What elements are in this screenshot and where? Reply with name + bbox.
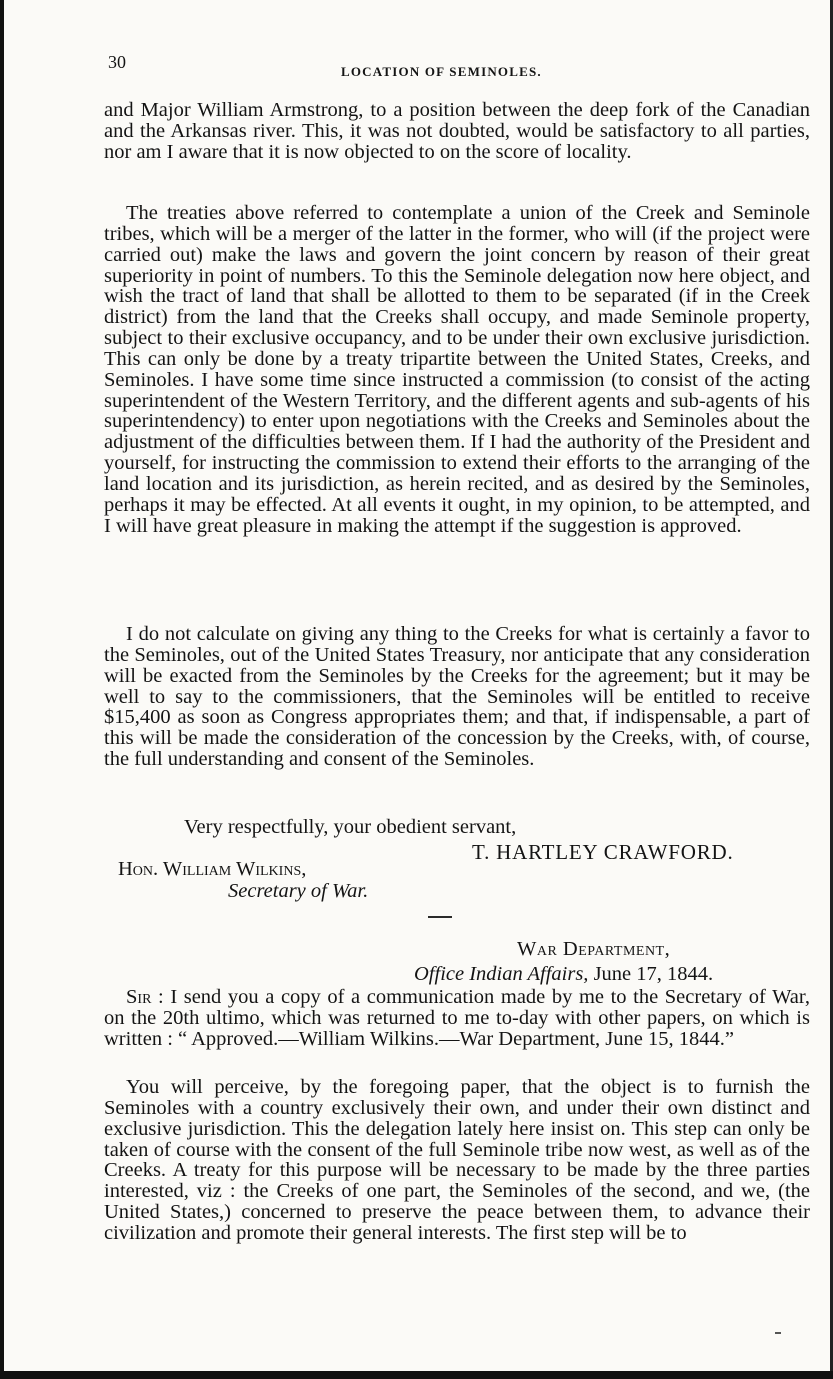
salutation: Sir : xyxy=(126,986,164,1008)
office-name: Office Indian Affairs, xyxy=(414,963,589,985)
section-separator xyxy=(428,916,452,918)
paragraph-sir-body: I send you a copy of a communication made by me to the Secretary of War, on the 20th ultimo, which was returned to me to-day with other papers, on which is written : “ Approved.—William Wilkins.—War Department, June 15, 1844.” xyxy=(104,986,811,1050)
scan-mark xyxy=(775,1332,781,1334)
department-heading: War Department, xyxy=(517,938,671,960)
scan-edge-left xyxy=(0,0,4,1379)
paragraph-perceive: You will perceive, by the foregoing paper, that the object is to furnish the Seminoles with a country exclusively their own, and under their own distinct and exclusive jurisdiction. This the delegation lately here insist on. This step can only be taken of course with the consent of the full Seminole tribe now west, as well as of the Creeks. A treaty for this purpose will be necessary to be made by the three parties interested, viz : the Creeks of one part, the Seminoles of the second, and we, (the United States,) concerned to preserve the peace between them, to advance their civilization and promote their general interests. The first step will be to xyxy=(104,1076,810,1244)
running-head: LOCATION OF SEMINOLES. xyxy=(341,64,542,79)
paragraph-consideration: I do not calculate on giving any thing to the Creeks for what is certainly a favor to the Seminoles, out of the United States Treasury, nor anticipate that any consideration will be exacted from the Seminoles by the Creeks for the agreement; but it may be well to say to the commissioners, that the Seminoles will be entitled to receive $15,400 as soon as Congress appropriates them; and that, if indispensable, a part of this will be made the consideration of the concession by the Creeks, with, of course, the full understanding and consent of the Seminoles. xyxy=(104,623,810,771)
paragraph-continuation: and Major William Armstrong, to a position between the deep fork of the Canadian and the Arkansas river. This, it was not doubted, would be satisfactory to all parties, nor am I aware that it is now objected to on the score of locality. xyxy=(104,99,810,163)
addressee-title: Secretary of War. xyxy=(228,880,369,902)
signature: T. HARTLEY CRAWFORD. xyxy=(472,840,734,864)
page-number: 30 xyxy=(108,52,126,72)
letter-date: June 17, 1844. xyxy=(593,963,714,985)
letter-closing: Very respectfully, your obedient servant, xyxy=(184,816,517,838)
paragraph-salutation xyxy=(104,987,810,1050)
addressee-name: Hon. William Wilkins, xyxy=(118,858,307,880)
scan-edge-bottom xyxy=(0,1371,833,1379)
dateline xyxy=(414,962,713,986)
paragraph-treaties: The treaties above referred to contemplate a union of the Creek and Seminole tribes, which will be a merger of the latter in the former, who will (if the project were carried out) make the laws and govern the joint concern by reason of their great superiority in point of numbers. To this the Seminole delegation now here object, and wish the tract of land that shall be allotted to them to be separated (if in the Creek district) from the land that the Creeks shall occupy, and made Seminole property, subject to their exclusive occupancy, and to be under their own exclusive jurisdiction. This can only be done by a treaty tripartite between the United States, Creeks, and Seminoles. I have some time since instructed a commission (to consist of the acting superintendent of the Western Territory, and the different agents and sub-agents of his superintendency) to enter upon negotiations with the Creeks and Seminoles about the adjustment of the difficulties between them. If I had the authority of the President and yourself, for instructing the commission to extend their efforts to the arranging of the land location and its jurisdiction, as herein recited, and as desired by the Seminoles, perhaps it may be effected. At all events it ought, in my opinion, to be attempted, and I will have great pleasure in making the attempt if the suggestion is approved. xyxy=(104,202,810,537)
